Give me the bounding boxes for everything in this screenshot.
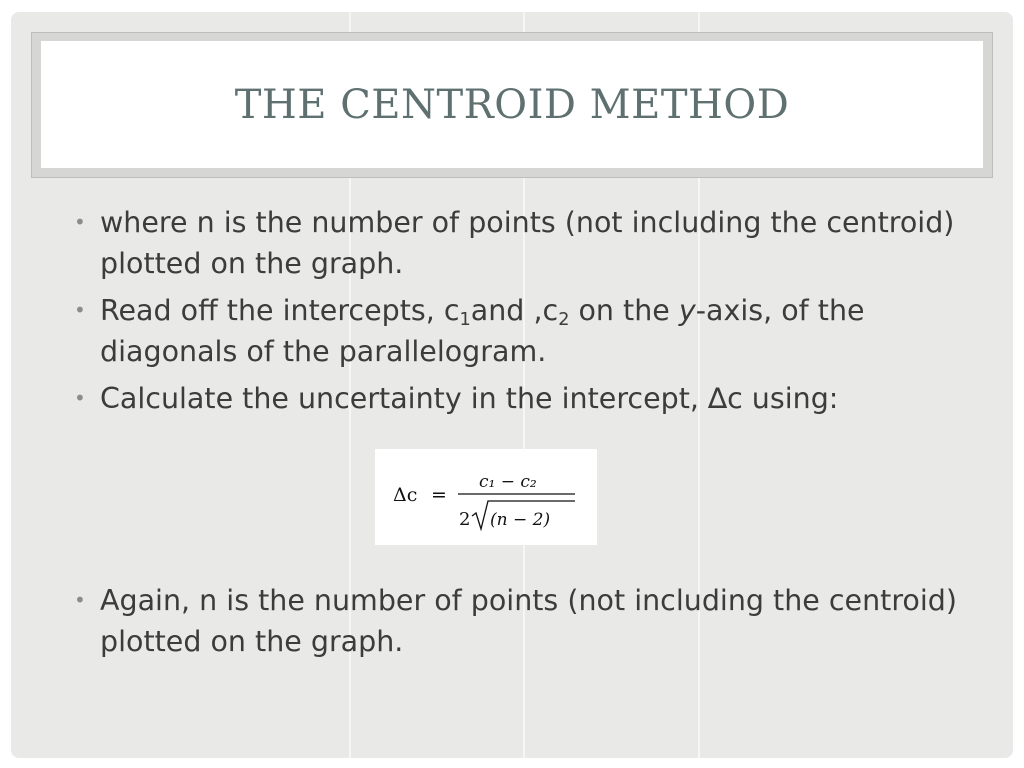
bullet-text-part: -axis, of the diagonals of the parallelogram. — [100, 294, 865, 368]
italic-variable: y — [678, 294, 696, 327]
bullet-text-part: on the — [569, 294, 679, 327]
formula-image — [375, 449, 597, 545]
bullet-text-part: and ,c — [470, 294, 559, 327]
formula-lhs: Δc — [393, 484, 418, 506]
bullet-item — [74, 290, 974, 372]
title-frame — [31, 32, 993, 178]
subscript: 2 — [558, 309, 570, 330]
bullet-dot-icon: • — [74, 210, 86, 234]
bullet-item — [74, 580, 974, 662]
bullet-text-part: Read off the intercepts, c — [100, 294, 460, 327]
bullet-dot-icon: • — [74, 386, 86, 410]
bullet-item — [74, 378, 974, 419]
formula-equals: = — [431, 484, 447, 506]
formula-denominator-coef: 2 — [459, 509, 471, 530]
bullet-dot-icon: • — [74, 588, 86, 612]
bullet-dot-icon: • — [74, 298, 86, 322]
bullet-text: Again, n is the number of points (not including the centroid) plotted on the graph. — [100, 584, 957, 658]
formula-radicand: (n − 2) — [490, 510, 551, 530]
bullet-list — [74, 580, 974, 662]
bullet-item — [74, 202, 974, 284]
bullet-list — [74, 202, 974, 425]
uncertainty-formula — [375, 449, 597, 545]
bullet-text: Calculate the uncertainty in the intercept, ∆c using: — [100, 382, 839, 415]
formula-numerator: c₁ − c₂ — [479, 472, 537, 492]
title-box — [41, 41, 983, 168]
slide-title: THE CENTROID METHOD — [234, 81, 790, 128]
slide — [11, 12, 1013, 758]
bullet-text: where n is the number of points (not including the centroid) plotted on the graph. — [100, 206, 955, 280]
subscript: 1 — [459, 309, 471, 330]
